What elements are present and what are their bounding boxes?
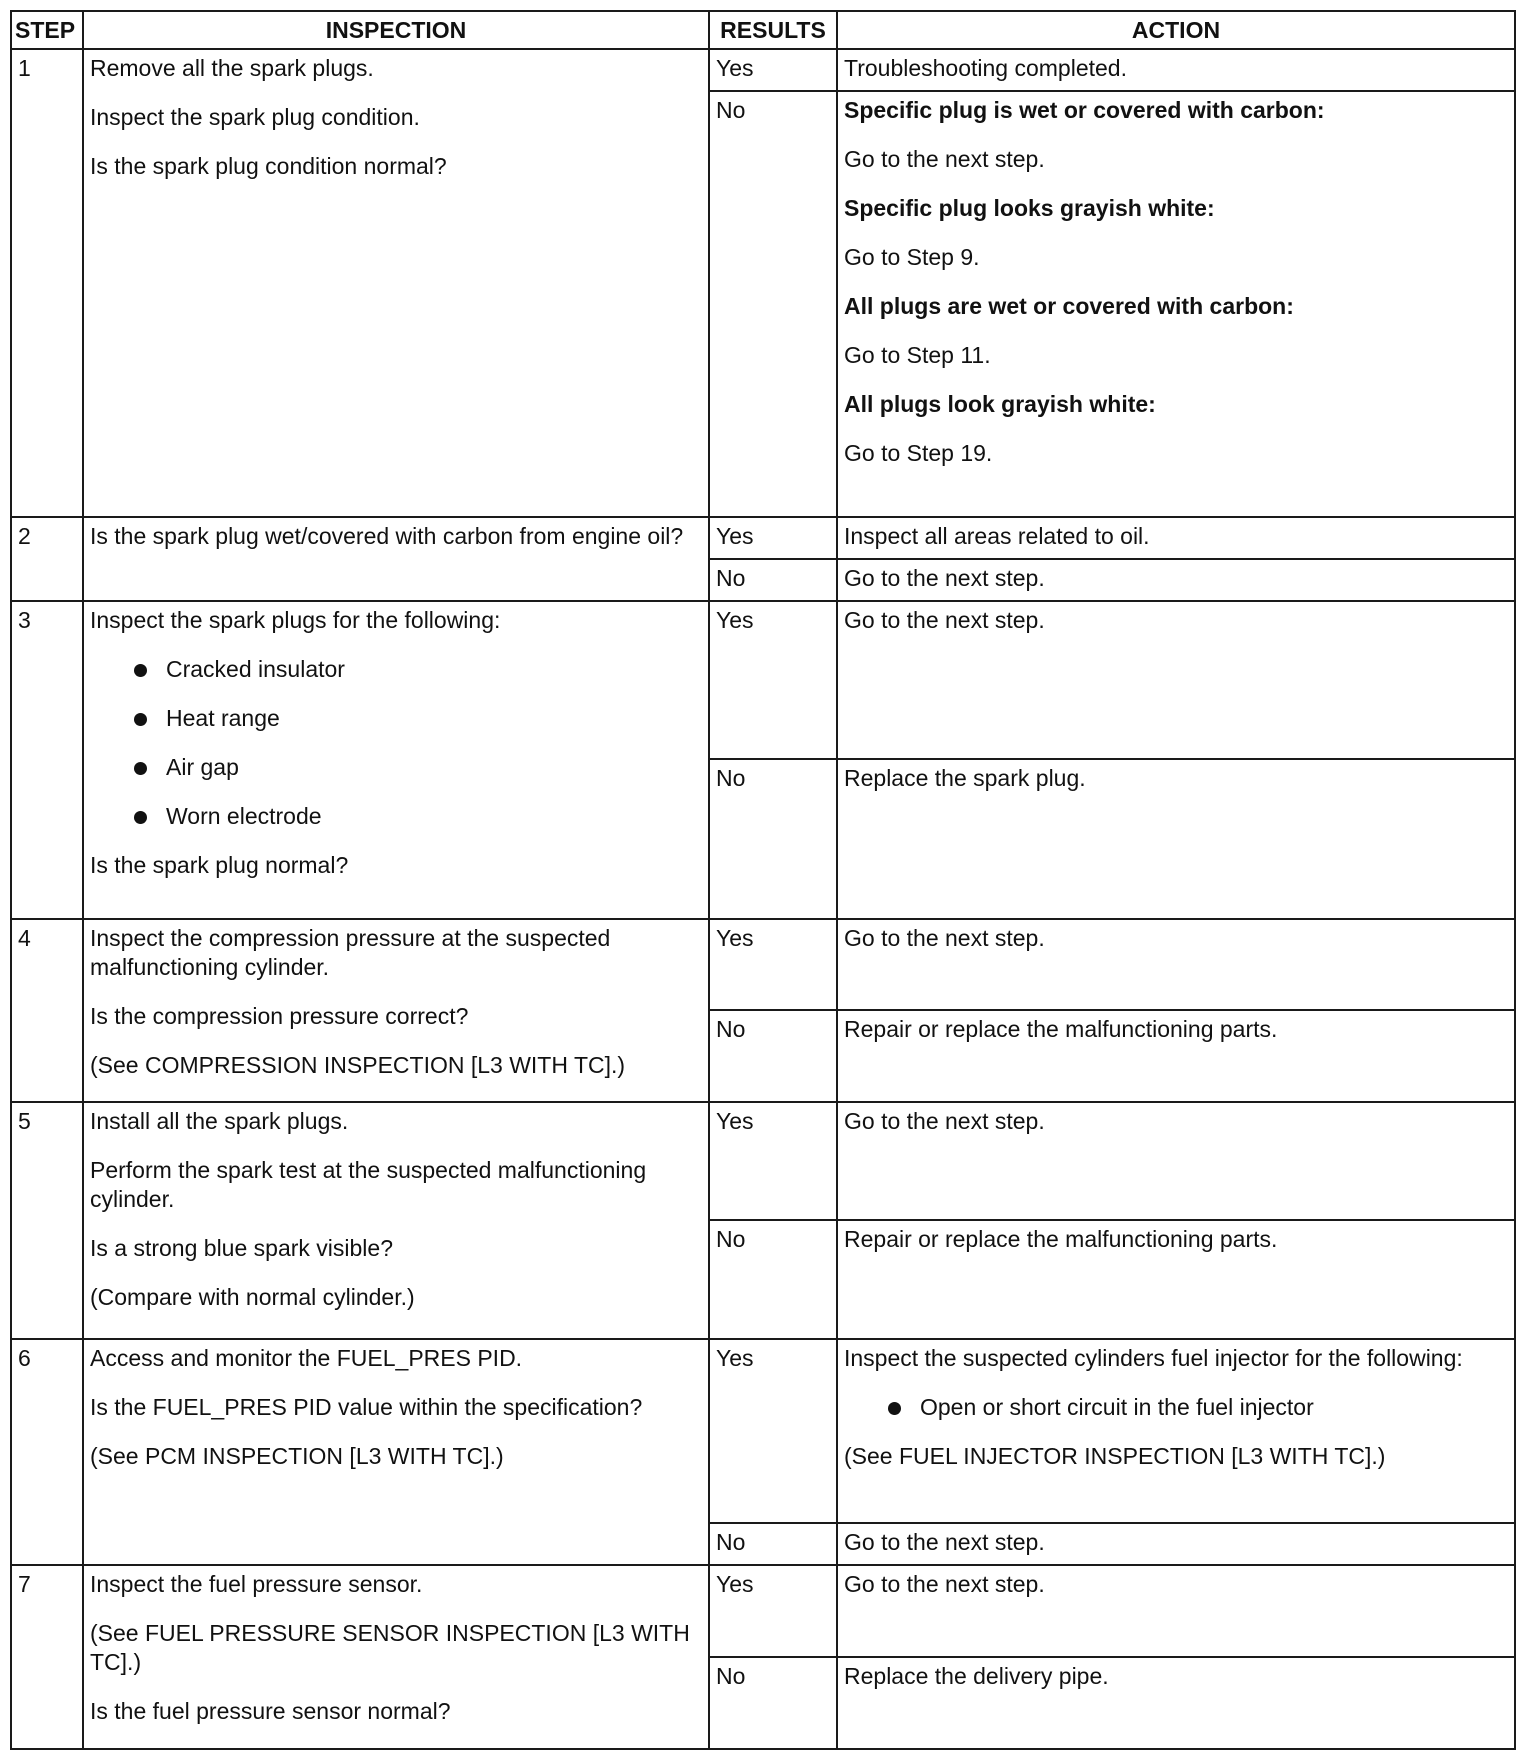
action-text: Repair or replace the malfunctioning parts. (844, 1226, 1278, 1252)
inspection-text: Inspect the spark plugs for the following: (90, 607, 501, 633)
inspection-cell (83, 1339, 709, 1565)
result-yes: Yes (709, 517, 837, 559)
action-cell (837, 1339, 1515, 1523)
inspection-text: Install all the spark plugs. (90, 1108, 349, 1134)
action-text: Troubleshooting completed. (844, 55, 1127, 81)
action-bullet-list (844, 1393, 1507, 1422)
table-row (11, 517, 1515, 559)
action-text: Inspect the suspected cylinders fuel injector for the following: (844, 1345, 1463, 1371)
action-cell (837, 1657, 1515, 1749)
inspection-text: Is a strong blue spark visible? (90, 1235, 393, 1261)
inspection-text: (See FUEL PRESSURE SENSOR INSPECTION [L3 WITH TC].) (90, 1620, 690, 1675)
action-cell (837, 517, 1515, 559)
bullet-item: Air gap (134, 753, 701, 782)
action-text: Go to the next step. (844, 925, 1045, 951)
table-row (11, 919, 1515, 1010)
action-text: Go to the next step. (844, 565, 1045, 591)
inspection-cell (83, 517, 709, 601)
action-cell (837, 919, 1515, 1010)
step-number: 7 (11, 1565, 83, 1749)
action-text: Go to the next step. (844, 607, 1045, 633)
action-cell (837, 1220, 1515, 1339)
action-text: Go to the next step. (844, 1529, 1045, 1555)
action-text: Go to Step 19. (844, 440, 993, 466)
inspection-text: Perform the spark test at the suspected malfunctioning cylinder. (90, 1157, 647, 1212)
action-cell (837, 1102, 1515, 1220)
step-number: 6 (11, 1339, 83, 1565)
bullet-item: Cracked insulator (134, 655, 701, 684)
action-text: Go to the next step. (844, 1108, 1045, 1134)
inspection-text: Is the compression pressure correct? (90, 1003, 469, 1029)
condition-label: All plugs look grayish white: (844, 391, 1156, 417)
result-no: No (709, 1220, 837, 1339)
action-text: Inspect all areas related to oil. (844, 523, 1150, 549)
header-action: ACTION (837, 11, 1515, 49)
action-cell (837, 49, 1515, 91)
bullet-item: Open or short circuit in the fuel injector (888, 1393, 1507, 1422)
inspection-text: (Compare with normal cylinder.) (90, 1284, 415, 1310)
action-text: Go to Step 11. (844, 342, 991, 368)
table-row (11, 1102, 1515, 1220)
result-no: No (709, 1010, 837, 1102)
result-yes: Yes (709, 1565, 837, 1657)
step-number: 4 (11, 919, 83, 1102)
inspection-bullet-list (90, 655, 701, 831)
header-inspection: INSPECTION (83, 11, 709, 49)
header-step: STEP (11, 11, 83, 49)
step-number: 2 (11, 517, 83, 601)
action-cell (837, 91, 1515, 517)
table-row (11, 49, 1515, 91)
inspection-text: Inspect the spark plug condition. (90, 104, 420, 130)
action-cell (837, 1565, 1515, 1657)
inspection-cell (83, 49, 709, 517)
bullet-item: Heat range (134, 704, 701, 733)
inspection-text: (See COMPRESSION INSPECTION [L3 WITH TC].) (90, 1052, 626, 1078)
inspection-text: (See PCM INSPECTION [L3 WITH TC].) (90, 1443, 504, 1469)
action-cell (837, 601, 1515, 759)
result-yes: Yes (709, 49, 837, 91)
action-cell (837, 759, 1515, 919)
troubleshooting-table (10, 10, 1516, 1750)
inspection-text: Is the spark plug wet/covered with carbon from engine oil? (90, 523, 684, 549)
inspection-text: Is the FUEL_PRES PID value within the specification? (90, 1394, 643, 1420)
result-yes: Yes (709, 1102, 837, 1220)
result-no: No (709, 759, 837, 919)
action-text: Go to Step 9. (844, 244, 980, 270)
condition-label: Specific plug is wet or covered with carbon: (844, 97, 1325, 123)
table-row (11, 1565, 1515, 1657)
bullet-item: Worn electrode (134, 802, 701, 831)
step-number: 3 (11, 601, 83, 919)
inspection-text: Access and monitor the FUEL_PRES PID. (90, 1345, 523, 1371)
condition-label: All plugs are wet or covered with carbon: (844, 293, 1294, 319)
result-no: No (709, 559, 837, 601)
result-yes: Yes (709, 919, 837, 1010)
header-results: RESULTS (709, 11, 837, 49)
inspection-text: Inspect the compression pressure at the suspected malfunctioning cylinder. (90, 925, 611, 980)
action-cell (837, 1010, 1515, 1102)
action-text: Go to the next step. (844, 1571, 1045, 1597)
action-cell (837, 559, 1515, 601)
action-text: Repair or replace the malfunctioning parts. (844, 1016, 1278, 1042)
inspection-text: Is the spark plug condition normal? (90, 153, 447, 179)
inspection-text: Inspect the fuel pressure sensor. (90, 1571, 423, 1597)
condition-label: Specific plug looks grayish white: (844, 195, 1215, 221)
inspection-cell (83, 1565, 709, 1749)
inspection-cell (83, 1102, 709, 1339)
inspection-cell (83, 601, 709, 919)
action-cell (837, 1523, 1515, 1565)
inspection-text: Remove all the spark plugs. (90, 55, 374, 81)
step-number: 5 (11, 1102, 83, 1339)
action-text: Go to the next step. (844, 146, 1045, 172)
table-row (11, 601, 1515, 759)
inspection-text: Is the spark plug normal? (90, 852, 349, 878)
result-yes: Yes (709, 1339, 837, 1523)
step-number: 1 (11, 49, 83, 517)
result-yes: Yes (709, 601, 837, 759)
result-no: No (709, 91, 837, 517)
table-row (11, 1339, 1515, 1523)
result-no: No (709, 1523, 837, 1565)
action-text: (See FUEL INJECTOR INSPECTION [L3 WITH TC].) (844, 1443, 1386, 1469)
header-row (11, 11, 1515, 49)
inspection-text: Is the fuel pressure sensor normal? (90, 1698, 451, 1724)
result-no: No (709, 1657, 837, 1749)
inspection-cell (83, 919, 709, 1102)
action-text: Replace the delivery pipe. (844, 1663, 1109, 1689)
action-text: Replace the spark plug. (844, 765, 1086, 791)
